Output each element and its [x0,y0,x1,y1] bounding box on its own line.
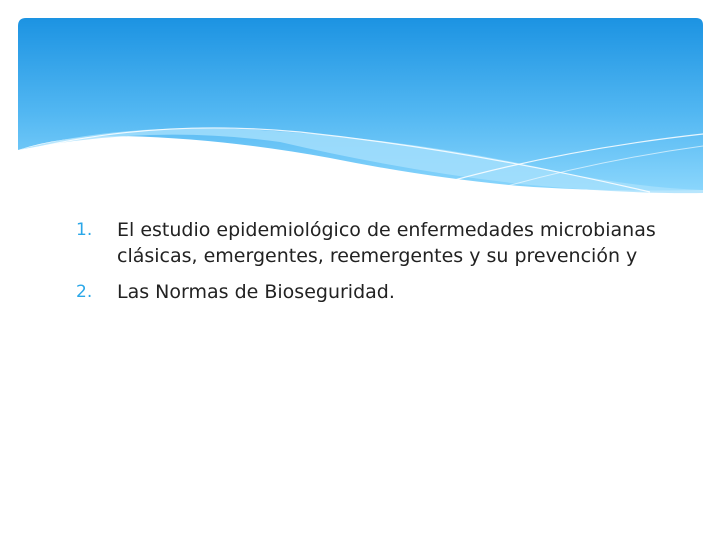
list-item-number: 1. [76,220,93,240]
list-item-text: Las Normas de Bioseguridad. [117,281,395,303]
header-banner [0,0,720,200]
list-item-number: 2. [76,282,93,302]
banner-background [18,18,703,191]
list-item [70,217,670,269]
content-list [70,217,670,315]
list-item-text: El estudio epidemiológico de enfermedades microbianas clásicas, emergentes, reemergentes y su prevención y [117,219,656,267]
list-item [70,279,670,305]
